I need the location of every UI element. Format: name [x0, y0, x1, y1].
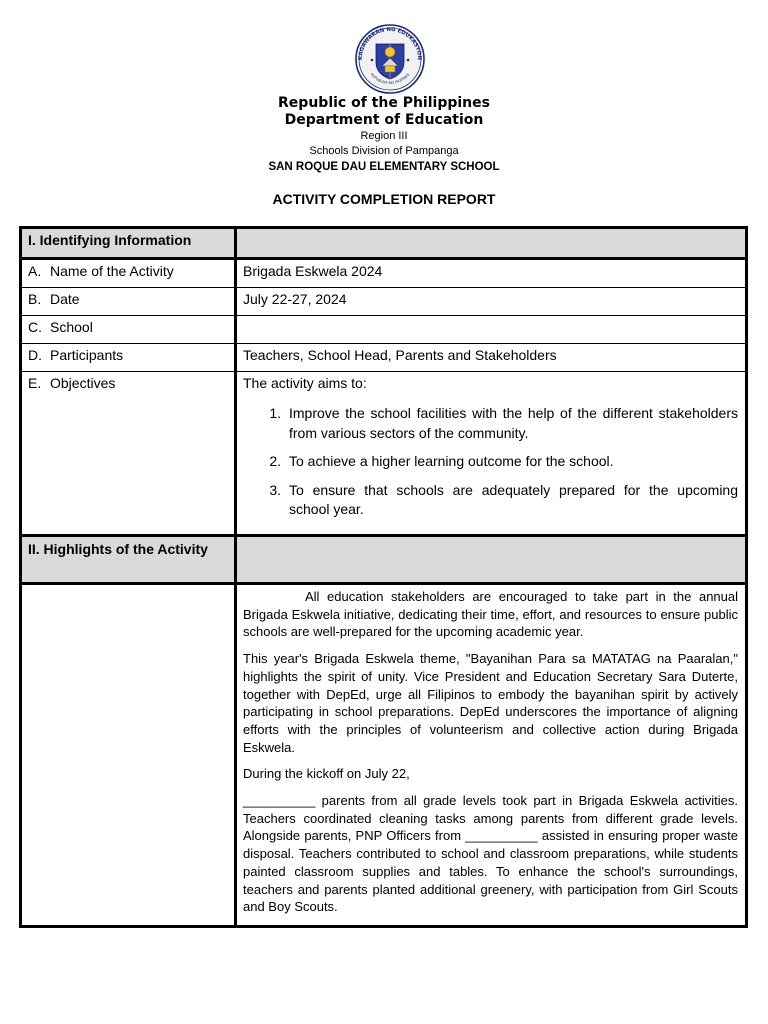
info-label-activity-name: A. Name of the Activity: [21, 259, 236, 288]
info-row-school: [21, 316, 747, 344]
info-label-school: C. School: [21, 316, 236, 344]
objectives-cell: [236, 372, 747, 536]
info-label-objectives: E. Objectives: [21, 372, 236, 536]
header-republic: Republic of the Philippines: [278, 95, 490, 111]
report-title: ACTIVITY COMPLETION REPORT: [272, 191, 496, 207]
header-department: Department of Education: [284, 112, 484, 128]
highlights-cell: [236, 584, 747, 927]
info-value-activity-name: Brigada Eskwela 2024: [236, 259, 747, 288]
header-division: Schools Division of Pampanga: [309, 145, 459, 157]
section-1-title: I. Identifying Information: [21, 228, 236, 259]
svg-text:KAGAWARAN NG EDUKASYON: KAGAWARAN NG EDUKASYON: [357, 26, 423, 61]
info-value-school: [236, 316, 747, 344]
svg-text:REPUBLIKA NG PILIPINAS: REPUBLIKA NG PILIPINAS: [369, 72, 411, 86]
objective-item: 2. To achieve a higher learning outcome for the school.: [269, 453, 614, 469]
report-table: [19, 226, 748, 928]
highlights-paragraph: This year's Brigada Eskwela theme, "Bayanihan Para sa MATATAG na Paaralan," highlights the spirit of unity. Vice President and Education Secretary Sara Duterte, together with DepEd, urge all Filipinos to embody the bayanihan spirit by actively participating in school preparations. DepEd underscores the importance of aligning efforts with the principles of volunteerism and collective action during Brigada Eskwela.: [243, 651, 738, 755]
section-2-header-row: [21, 536, 747, 584]
info-row-date: [21, 288, 747, 316]
highlights-paragraph: __________ parents from all grade levels took part in Brigada Eskwela activities. Teachers coordinated cleaning tasks among parents from different grade levels. Alongside parents, PNP Officers from __________ assisted in ensuring proper waste disposal. Teachers contributed to school and classroom preparations, while students painted classroom supplies and tables. To enhance the school's surroundings, teachers and parents planted additional greenery, with participation from Girl Scouts and Boy Scouts.: [243, 793, 738, 915]
objective-item: 3. To ensure that schools are adequately prepared for the upcoming school year.: [269, 481, 738, 517]
info-label-participants: D. Participants: [21, 344, 236, 372]
highlights-paragraph: During the kickoff on July 22,: [243, 766, 410, 782]
objective-item: 1. Improve the school facilities with the help of the different stakeholders from various sectors of the community.: [269, 405, 738, 441]
info-value-participants: Teachers, School Head, Parents and Stakeholders: [236, 344, 747, 372]
info-row-activity-name: [21, 259, 747, 288]
section-1-empty-cell: [236, 228, 747, 259]
section-2-empty-cell: [236, 536, 747, 584]
section-1-header-row: [21, 228, 747, 259]
section-2-title: II. Highlights of the Activity: [21, 536, 236, 584]
info-row-participants: [21, 344, 747, 372]
objectives-intro: The activity aims to:: [243, 375, 367, 391]
deped-seal-logo: [352, 24, 428, 94]
header-region: Region III: [360, 130, 408, 142]
highlights-paragraph: All education stakeholders are encouraged to take part in the annual Brigada Eskwela initiative, dedicating their time, effort, and resources to ensure public schools are well-prepared for the upcoming academic year.: [243, 589, 738, 640]
header-school: SAN ROQUE DAU ELEMENTARY SCHOOL: [268, 161, 500, 173]
highlights-left-cell: [21, 584, 236, 927]
info-label-date: B. Date: [21, 288, 236, 316]
info-value-date: July 22-27, 2024: [236, 288, 747, 316]
highlights-row: [21, 584, 747, 927]
objectives-list: [243, 404, 738, 520]
info-row-objectives: [21, 372, 747, 536]
